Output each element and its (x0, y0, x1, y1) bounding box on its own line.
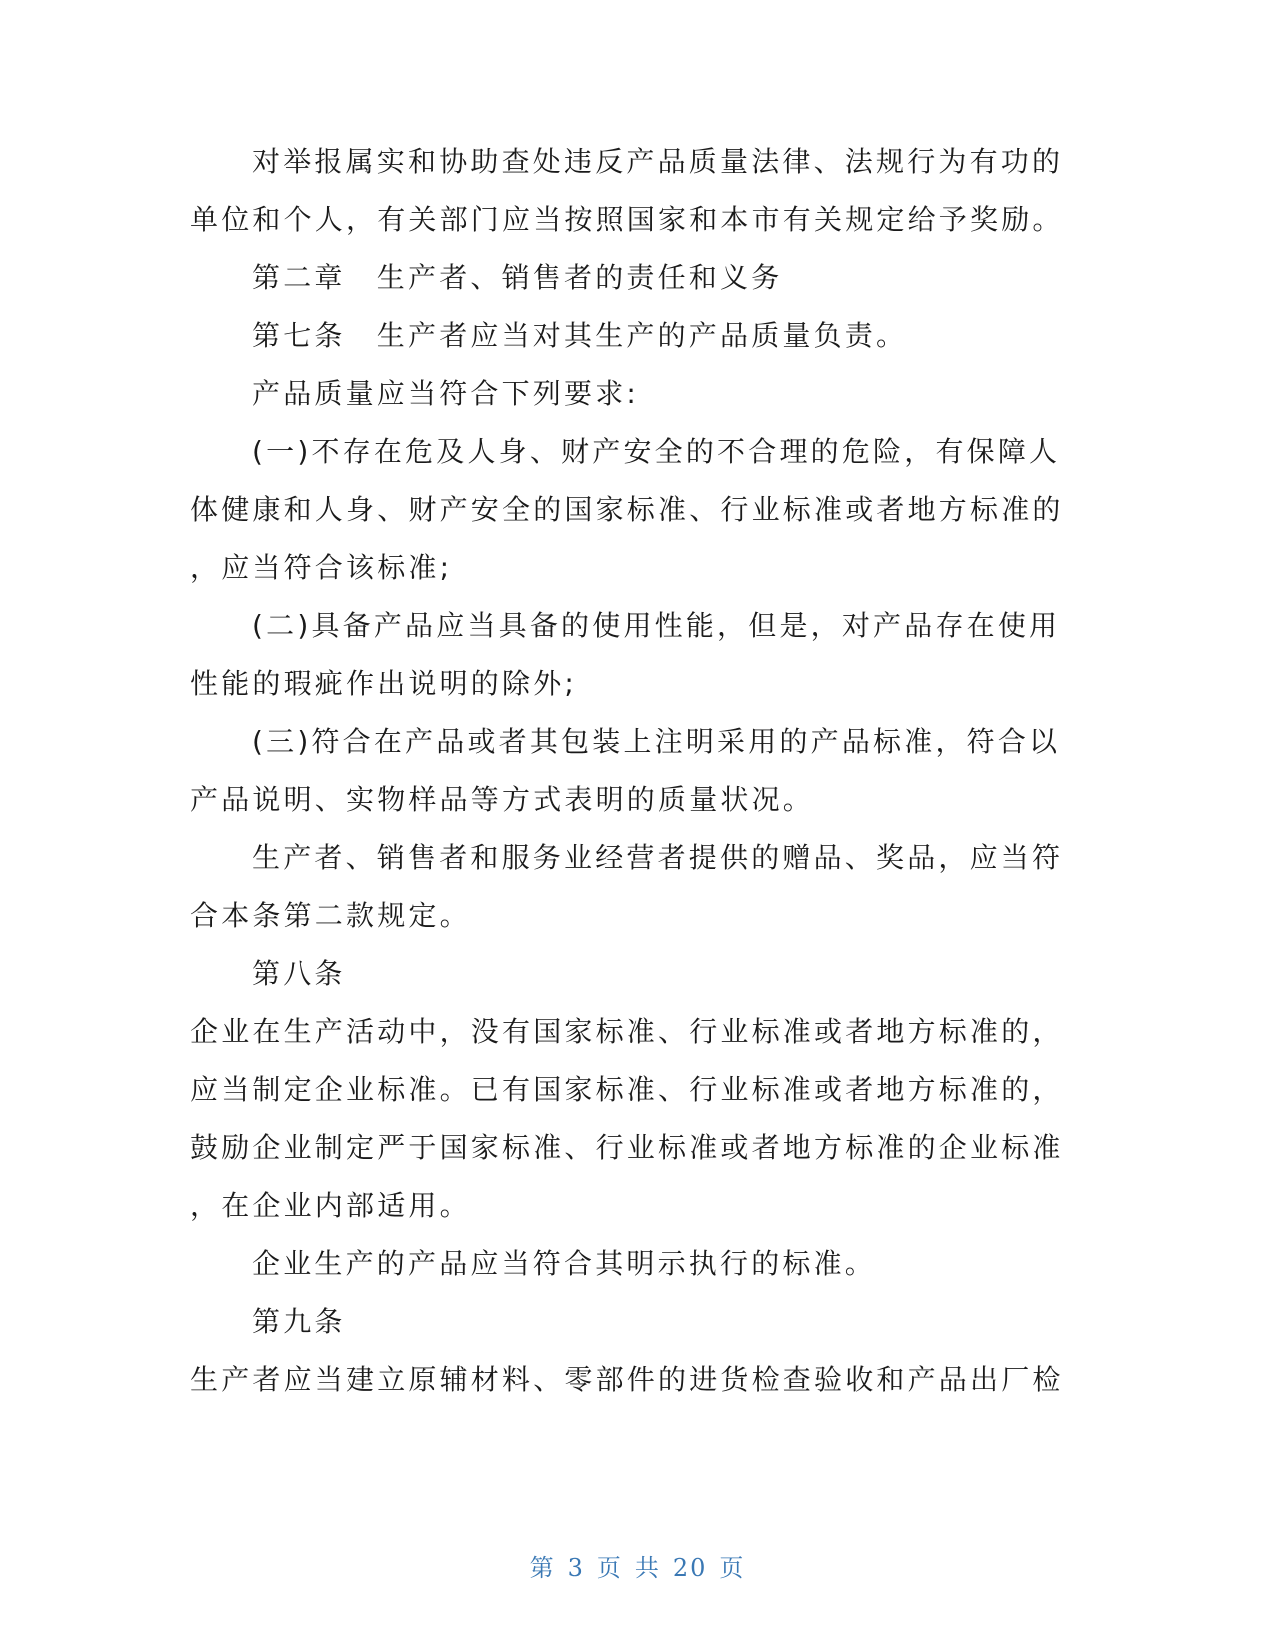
paragraph-line: ，在企业内部适用。 (190, 1189, 471, 1222)
list-item-line: 体健康和人身、财产安全的国家标准、行业标准或者地方标准的 (190, 493, 1064, 526)
paragraph-line: 应当制定企业标准。已有国家标准、行业标准或者地方标准的， (190, 1073, 1064, 1106)
footer-total-pages: 20 (672, 1554, 708, 1582)
paragraph-line: 合本条第二款规定。 (190, 899, 471, 932)
footer-prefix: 第 (529, 1554, 556, 1582)
article-heading: 第七条 生产者应当对其生产的产品质量负责。 (252, 319, 908, 352)
paragraph-line: 生产者、销售者和服务业经营者提供的赠品、奖品，应当符 (252, 841, 1064, 874)
footer-current-page: 3 (567, 1554, 585, 1582)
list-item-line: (一)不存在危及人身、财产安全的不合理的危险，有保障人 (252, 435, 1061, 468)
list-item-line: 性能的瑕疵作出说明的除外; (190, 667, 578, 700)
paragraph-line: 单位和个人，有关部门应当按照国家和本市有关规定给予奖励。 (190, 203, 1064, 236)
paragraph-line: 产品质量应当符合下列要求: (252, 377, 640, 410)
footer-suffix: 页 (719, 1554, 746, 1582)
list-item-line: 产品说明、实物样品等方式表明的质量状况。 (190, 783, 815, 816)
paragraph-line: 生产者应当建立原辅材料、零部件的进货检查验收和产品出厂检 (190, 1363, 1064, 1396)
footer-total-word: 共 (634, 1554, 661, 1582)
list-item-line: (二)具备产品应当具备的使用性能，但是，对产品存在使用 (252, 609, 1061, 642)
article-heading: 第八条 (252, 957, 346, 990)
paragraph-line: 企业生产的产品应当符合其明示执行的标准。 (252, 1247, 877, 1280)
list-item-line: ，应当符合该标准; (190, 551, 453, 584)
footer-page-word: 页 (596, 1554, 623, 1582)
paragraph-line: 企业在生产活动中，没有国家标准、行业标准或者地方标准的， (190, 1015, 1064, 1048)
paragraph-line: 鼓励企业制定严于国家标准、行业标准或者地方标准的企业标准 (190, 1131, 1064, 1164)
chapter-heading: 第二章 生产者、销售者的责任和义务 (252, 261, 783, 294)
article-heading: 第九条 (252, 1305, 346, 1338)
page-footer (0, 1548, 1275, 1583)
list-item-line: (三)符合在产品或者其包装上注明采用的产品标准，符合以 (252, 725, 1061, 758)
paragraph-line: 对举报属实和协助查处违反产品质量法律、法规行为有功的 (252, 145, 1064, 178)
